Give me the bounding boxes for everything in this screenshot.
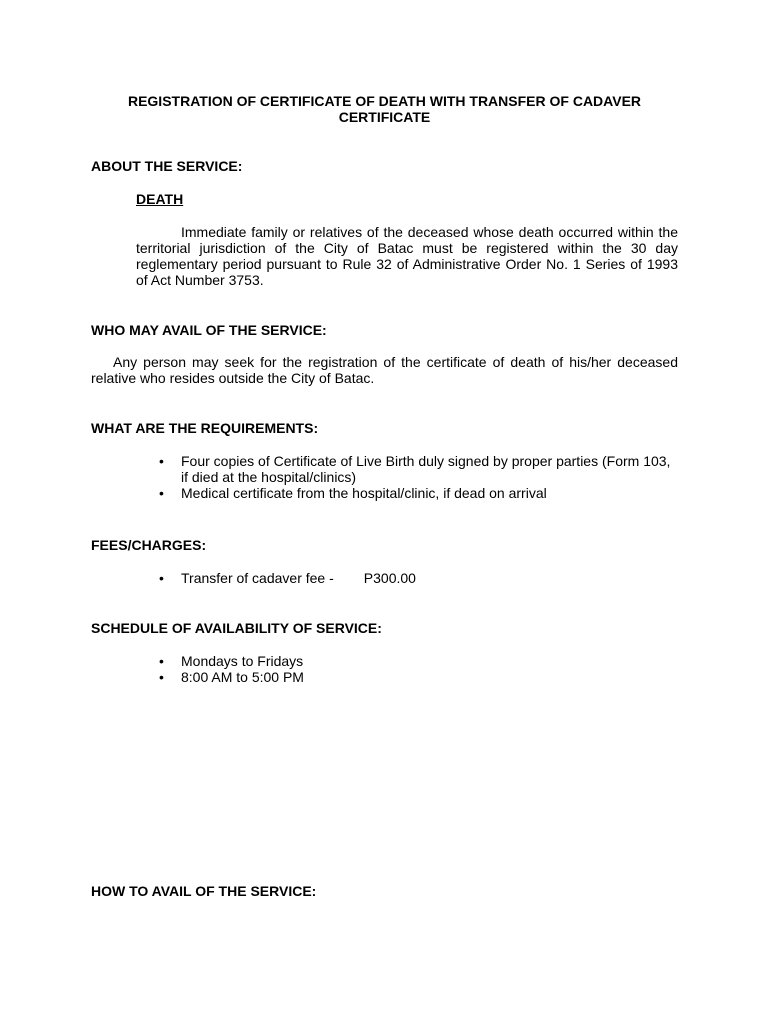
list-item [136,669,678,685]
bullet-icon: • [159,669,164,685]
bullet-icon: • [159,570,164,586]
list-item [136,570,678,586]
bullet-icon: • [159,485,164,501]
requirement-text: Four copies of Certificate of Live Birth duly signed by proper parties (Form 103, if died at the hospital/clinics) [181,453,671,485]
page-title [91,93,678,125]
death-paragraph: Immediate family or relatives of the deceased whose death occurred within the territorial jurisdiction of the City of Batac must be registered within the 30 day reglementary period pursuant to Rule 32 of Administrative Order No. 1 Series of 1993 of Act Number 3753. [136,224,678,288]
who-heading: WHO MAY AVAIL OF THE SERVICE: [91,322,327,338]
who-paragraph: Any person may seek for the registration of the certificate of death of his/her deceased relative who resides outside the City of Batac. [91,354,678,386]
requirements-heading: WHAT ARE THE REQUIREMENTS: [91,420,319,436]
title-line-1: REGISTRATION OF CERTIFICATE OF DEATH WITH TRANSFER OF CADAVER [127,93,642,109]
fees-heading: FEES/CHARGES: [91,537,207,553]
schedule-heading: SCHEDULE OF AVAILABILITY OF SERVICE: [91,620,382,636]
fee-label: Transfer of cadaver fee - [181,570,334,586]
schedule-text: 8:00 AM to 5:00 PM [181,669,304,685]
about-heading: ABOUT THE SERVICE: [91,158,243,174]
title-line-2: CERTIFICATE [338,109,431,125]
requirements-list [136,453,678,501]
fee-amount: P300.00 [363,570,416,586]
list-item [136,653,678,669]
list-item [136,485,678,501]
bullet-icon: • [159,653,164,669]
fees-list [136,570,678,586]
list-item [136,453,678,485]
requirement-text: Medical certificate from the hospital/clinic, if dead on arrival [181,485,547,501]
howto-heading: HOW TO AVAIL OF THE SERVICE: [91,883,317,899]
death-subheading: DEATH [136,191,184,207]
schedule-text: Mondays to Fridays [181,653,304,669]
bullet-icon: • [159,453,164,469]
schedule-list [136,653,678,685]
